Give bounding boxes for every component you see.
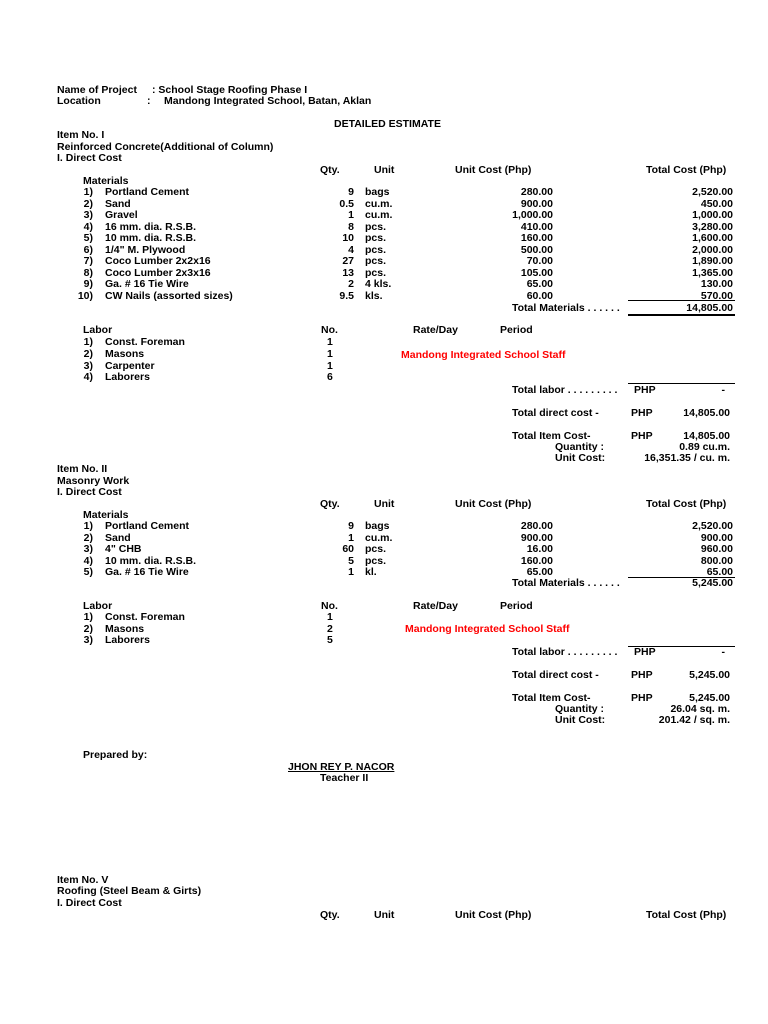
labor-position: Laborers [105, 634, 150, 646]
item-number: Item No. II [57, 463, 108, 475]
materials-heading: Materials [83, 509, 129, 521]
labor-position: Const. Foreman [105, 611, 185, 623]
material-total-cost: 900.00 [700, 531, 733, 544]
total-item-value: 14,805.00 [683, 430, 730, 442]
material-unit-cost: 105.00 [520, 266, 553, 279]
row-number: 1) [83, 336, 93, 348]
staff-note: Mandong Integrated School Staff [405, 623, 570, 635]
material-name: Sand [105, 197, 131, 210]
material-name: CW Nails (assorted sizes) [105, 289, 233, 302]
material-total-cost: 2,000.00 [692, 243, 733, 256]
unit-cost-value: 16,351.35 / cu. m. [644, 452, 730, 464]
material-qty: 27 [342, 255, 354, 267]
total-direct-label: Total direct cost - [512, 407, 599, 419]
row-number: 2) [83, 347, 93, 360]
material-unit-cost: 16.00 [526, 543, 553, 555]
row-number: 1) [83, 186, 93, 198]
unit-header: Unit [374, 164, 395, 176]
staff-note: Mandong Integrated School Staff [401, 349, 566, 361]
material-name: Coco Lumber 2x3x16 [105, 266, 211, 279]
direct-cost-heading: I. Direct Cost [57, 486, 122, 498]
row-number: 3) [83, 634, 93, 646]
labor-heading: Labor [83, 324, 113, 336]
row-number: 2) [83, 622, 93, 635]
material-unit: pcs. [365, 255, 387, 267]
qty-header: Qty. [320, 909, 340, 921]
material-qty: 9 [348, 520, 354, 532]
material-qty: 8 [348, 220, 354, 233]
location-separator: : [147, 95, 151, 107]
row-number: 10) [77, 289, 93, 302]
labor-count: 5 [327, 634, 333, 646]
material-unit: cu.m. [365, 531, 393, 544]
quantity-value: 0.89 cu.m. [679, 441, 730, 453]
total-direct-value: 14,805.00 [683, 407, 730, 419]
project-name-value: : School Stage Roofing Phase I [152, 84, 308, 96]
unit-cost-label: Unit Cost: [555, 452, 606, 464]
labor-no-header: No. [321, 324, 338, 336]
preparer-name: JHON REY P. NACOR [288, 761, 395, 773]
material-unit: 4 kls. [365, 278, 392, 290]
total-labor-value: - [721, 646, 725, 658]
material-total-cost: 130.00 [700, 278, 733, 290]
labor-count: 2 [327, 622, 333, 635]
row-number: 9) [83, 278, 93, 290]
period-header: Period [500, 324, 533, 336]
material-unit-cost: 160.00 [520, 554, 553, 567]
material-unit-cost: 160.00 [520, 232, 553, 244]
labor-position: Carpenter [105, 359, 155, 372]
material-qty: 60 [342, 543, 354, 555]
total-cost-header: Total Cost (Php) [646, 498, 727, 510]
row-number: 3) [83, 209, 93, 221]
total-item-currency: PHP [631, 430, 653, 442]
total-item-label: Total Item Cost- [512, 430, 591, 442]
page-title: DETAILED ESTIMATE [334, 118, 441, 130]
unit-header: Unit [374, 909, 395, 921]
material-unit-cost: 65.00 [526, 278, 553, 290]
material-unit-cost: 900.00 [520, 197, 553, 210]
total-item-label: Total Item Cost- [512, 692, 591, 704]
unit-header: Unit [374, 498, 395, 510]
material-unit: pcs. [365, 220, 387, 233]
labor-no-header: No. [321, 600, 338, 612]
material-unit: pcs. [365, 232, 387, 244]
material-unit: pcs. [365, 554, 387, 567]
row-number: 3) [83, 543, 93, 555]
labor-heading: Labor [83, 600, 113, 612]
material-name: 4" CHB [105, 543, 142, 555]
material-name: Sand [105, 531, 131, 544]
material-name: Gravel [105, 209, 138, 221]
material-total-cost: 1,365.00 [692, 266, 733, 279]
item-name: Masonry Work [57, 475, 130, 487]
labor-position: Masons [105, 622, 145, 635]
material-total-cost: 2,520.00 [692, 520, 733, 532]
material-unit-cost: 280.00 [520, 520, 553, 532]
material-qty: 1 [348, 566, 354, 578]
labor-count: 6 [327, 371, 333, 384]
total-item-currency: PHP [631, 692, 653, 704]
row-number: 1) [83, 520, 93, 532]
item-number: Item No. I [57, 129, 105, 141]
material-name: Coco Lumber 2x2x16 [105, 255, 211, 267]
quantity-value: 26.04 sq. m. [670, 703, 730, 715]
material-total-cost: 450.00 [700, 197, 733, 210]
quantity-label: Quantity : [555, 703, 604, 715]
quantity-label: Quantity : [555, 441, 604, 453]
material-unit: cu.m. [365, 209, 393, 221]
row-number: 4) [83, 220, 93, 233]
material-unit-cost: 60.00 [526, 289, 553, 302]
material-unit: kls. [365, 289, 383, 302]
material-total-cost: 570.00 [700, 289, 733, 302]
material-unit-cost: 280.00 [520, 186, 553, 198]
location-label: Location [57, 95, 101, 107]
direct-cost-heading: I. Direct Cost [57, 152, 122, 164]
material-unit-cost: 500.00 [520, 243, 553, 256]
material-total-cost: 3,280.00 [692, 220, 733, 233]
direct-cost-heading: I. Direct Cost [57, 897, 122, 909]
material-unit: pcs. [365, 243, 387, 256]
labor-position: Masons [105, 347, 145, 360]
material-qty: 1 [348, 531, 354, 544]
material-unit: bags [365, 186, 390, 198]
rate-day-header: Rate/Day [413, 324, 458, 336]
item-name: Reinforced Concrete(Additional of Column) [57, 141, 274, 153]
labor-count: 1 [327, 347, 333, 360]
qty-header: Qty. [320, 164, 340, 176]
labor-position: Const. Foreman [105, 336, 185, 348]
qty-header: Qty. [320, 498, 340, 510]
material-name: Ga. # 16 Tie Wire [105, 278, 189, 290]
row-number: 7) [83, 255, 93, 267]
material-total-cost: 2,520.00 [692, 186, 733, 198]
total-labor-value: - [721, 384, 725, 396]
row-number: 6) [83, 243, 93, 256]
labor-position: Laborers [105, 371, 150, 384]
material-unit: pcs. [365, 543, 387, 555]
material-name: Ga. # 16 Tie Wire [105, 566, 189, 578]
material-unit-cost: 410.00 [520, 220, 553, 233]
material-total-cost: 800.00 [700, 554, 733, 567]
row-number: 5) [83, 566, 93, 578]
row-number: 8) [83, 266, 93, 279]
labor-count: 1 [327, 611, 333, 623]
item-name: Roofing (Steel Beam & Girts) [57, 885, 202, 897]
total-direct-value: 5,245.00 [689, 669, 730, 681]
total-labor-currency: PHP [634, 646, 656, 658]
material-total-cost: 1,600.00 [692, 232, 733, 244]
material-name: 16 mm. dia. R.S.B. [105, 220, 197, 233]
material-qty: 2 [348, 278, 354, 290]
material-qty: 13 [342, 266, 354, 279]
material-name: Portland Cement [105, 520, 190, 532]
total-labor-label: Total labor . . . . . . . . . [512, 646, 618, 658]
material-unit: cu.m. [365, 197, 393, 210]
material-qty: 5 [348, 554, 354, 567]
material-name: 10 mm. dia. R.S.B. [105, 232, 197, 244]
row-number: 3) [83, 359, 93, 372]
period-header: Period [500, 600, 533, 612]
material-qty: 0.5 [339, 197, 354, 210]
material-unit-cost: 1,000.00 [512, 209, 553, 221]
total-labor-label: Total labor . . . . . . . . . [512, 384, 618, 396]
total-materials-value: 5,245.00 [692, 577, 733, 589]
material-unit-cost: 70.00 [526, 255, 553, 267]
total-item-value: 5,245.00 [689, 692, 730, 704]
material-total-cost: 1,000.00 [692, 209, 733, 221]
materials-heading: Materials [83, 175, 129, 187]
material-name: Portland Cement [105, 186, 190, 198]
row-number: 5) [83, 232, 93, 244]
material-qty: 9.5 [339, 289, 354, 302]
material-total-cost: 1,890.00 [692, 255, 733, 267]
material-unit-cost: 65.00 [526, 566, 553, 578]
total-cost-header: Total Cost (Php) [646, 909, 727, 921]
material-name: 1/4" M. Plywood [105, 243, 186, 256]
material-unit: bags [365, 520, 390, 532]
rate-day-header: Rate/Day [413, 600, 458, 612]
material-name: 10 mm. dia. R.S.B. [105, 554, 197, 567]
unit-cost-header: Unit Cost (Php) [455, 164, 532, 176]
total-cost-header: Total Cost (Php) [646, 164, 727, 176]
total-materials-label: Total Materials . . . . . . [512, 577, 620, 589]
total-materials-value: 14,805.00 [686, 302, 733, 314]
total-labor-currency: PHP [634, 384, 656, 396]
material-total-cost: 65.00 [706, 566, 733, 578]
material-unit: pcs. [365, 266, 387, 279]
material-qty: 9 [348, 186, 354, 198]
labor-count: 1 [327, 336, 333, 348]
material-unit: kl. [365, 566, 377, 578]
labor-count: 1 [327, 359, 333, 372]
unit-cost-header: Unit Cost (Php) [455, 909, 532, 921]
location-value: Mandong Integrated School, Batan, Aklan [164, 95, 372, 107]
material-qty: 1 [348, 209, 354, 221]
total-materials-label: Total Materials . . . . . . [512, 302, 620, 314]
material-qty: 10 [342, 232, 354, 244]
row-number: 1) [83, 611, 93, 623]
unit-cost-value: 201.42 / sq. m. [658, 714, 730, 726]
prepared-by-label: Prepared by: [83, 749, 148, 761]
total-direct-label: Total direct cost - [512, 669, 599, 681]
material-total-cost: 960.00 [700, 543, 733, 555]
unit-cost-label: Unit Cost: [555, 714, 606, 726]
project-name-label: Name of Project [57, 84, 137, 96]
row-number: 4) [83, 554, 93, 567]
preparer-position: Teacher II [320, 772, 369, 784]
row-number: 2) [83, 531, 93, 544]
total-direct-currency: PHP [631, 407, 653, 419]
item-number: Item No. V [57, 874, 109, 886]
total-direct-currency: PHP [631, 669, 653, 681]
material-unit-cost: 900.00 [520, 531, 553, 544]
row-number: 2) [83, 197, 93, 210]
unit-cost-header: Unit Cost (Php) [455, 498, 532, 510]
material-qty: 4 [348, 243, 354, 256]
row-number: 4) [83, 371, 93, 384]
